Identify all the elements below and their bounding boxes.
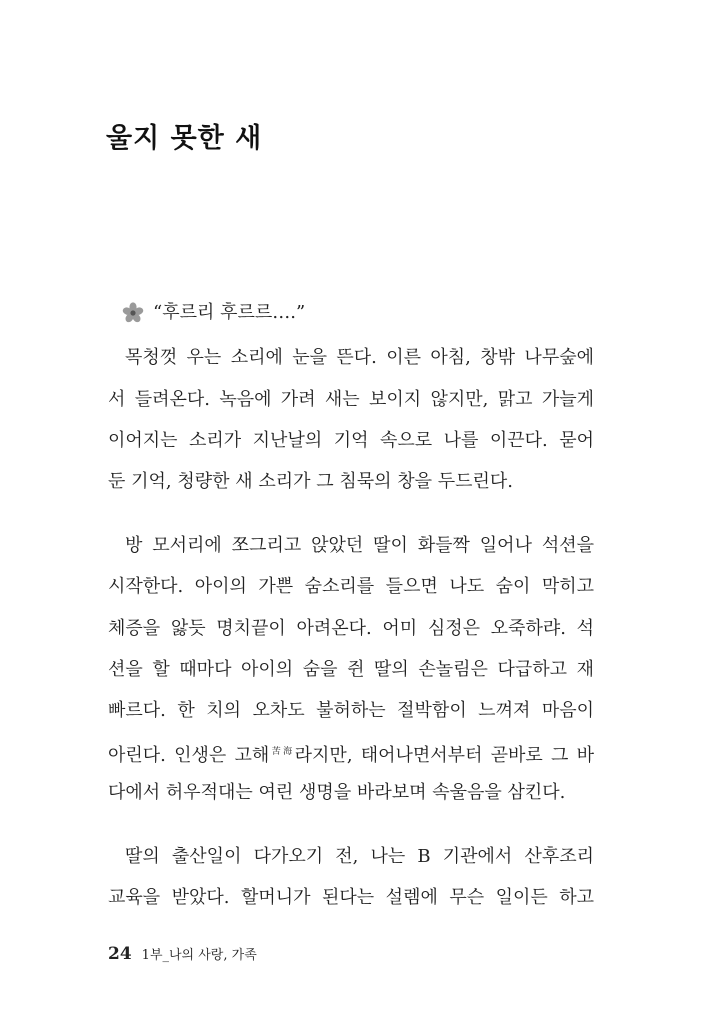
body-line: 서 들려온다. 녹음에 가려 새는 보이지 않지만, 맑고 가늘게 [108, 389, 594, 410]
body-line: 둔 기억, 청량한 새 소리가 그 침묵의 창을 두드린다. [108, 471, 513, 492]
body-line: 방 모서리에 쪼그리고 앉았던 딸이 화들짝 일어나 석션을 [125, 535, 594, 556]
body-line: 시작한다. 아이의 가쁜 숨소리를 들으면 나도 숨이 막히고 [108, 576, 594, 597]
body-line: 다에서 허우적대는 여린 생명을 바라보며 속울음을 삼킨다. [108, 782, 566, 803]
body-line [108, 739, 594, 769]
chapter-title: 울지 못한 새 [106, 123, 263, 154]
body-line: “후르리 후르르….” [153, 302, 306, 323]
body-line-text: 라지만, 태어나면서부터 곧바로 그 바 [294, 745, 594, 766]
flower-icon [122, 302, 144, 324]
body-line: 이어지는 소리가 지난날의 기억 속으로 나를 이끈다. 묻어 [108, 430, 594, 451]
body-line-text: 아린다. 인생은 고해 [108, 745, 270, 766]
page-footer [108, 944, 257, 964]
page-number: 24 [108, 944, 132, 964]
body-line: 션을 할 때마다 아이의 숨을 쥔 딸의 손놀림은 다급하고 재 [108, 659, 594, 680]
running-head: 1부_나의 사랑, 가족 [141, 948, 257, 963]
body-line: 체증을 앓듯 명치끝이 아려온다. 어미 심정은 오죽하랴. 석 [108, 618, 594, 639]
body-line: 목청껏 우는 소리에 눈을 뜬다. 이른 아침, 창밖 나무숲에 [125, 347, 594, 368]
body-line: 빠르다. 한 치의 오차도 불허하는 절박함이 느껴져 마음이 [108, 700, 594, 721]
body-line: 딸의 출산일이 다가오기 전, 나는 B 기관에서 산후조리 [125, 846, 594, 867]
body-line: 교육을 받았다. 할머니가 된다는 설렘에 무슨 일이든 하고 [108, 887, 594, 908]
hanja-annotation: 苦海 [269, 747, 295, 757]
